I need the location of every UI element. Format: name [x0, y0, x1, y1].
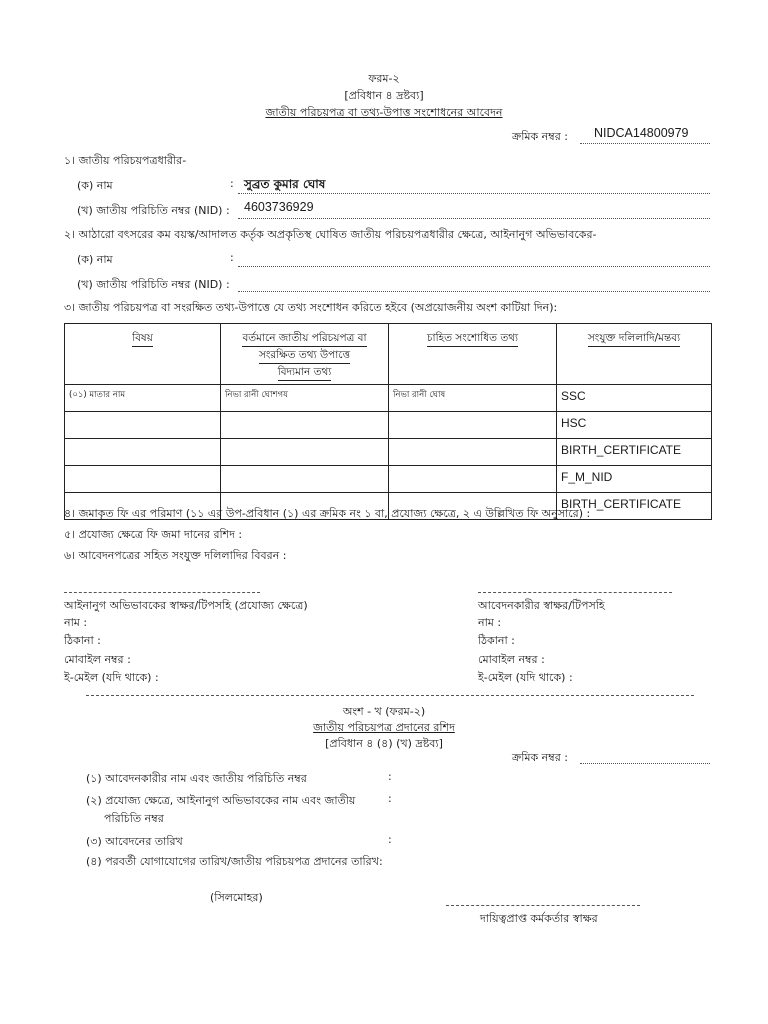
section4-text: ৪। জমাকৃত ফি এর পরিমাণ (১১ এর উপ-প্রবিধান (১) এর ক্রমিক নং ১ বা, প্রযোজ্য ক্ষেত্রে, ২ এ উল্লিখিত ফি অনুসারে) : — [64, 507, 591, 520]
applicant-name-field: নাম : — [478, 616, 502, 629]
cell-subject — [65, 412, 221, 439]
holder-nid-label: (খ) জাতীয় পরিচিতি নম্বর (NID) : — [77, 204, 230, 217]
cell-doc: BIRTH_CERTIFICATE — [557, 439, 712, 466]
cell-requested — [389, 466, 557, 493]
applicant-mobile-field: মোবাইল নম্বর : — [478, 653, 545, 666]
part-b-serial-dotted-line — [580, 763, 710, 764]
part-b-item-3: (৩) আবেদনের তারিখ — [86, 835, 183, 848]
cell-requested: নিভা রানী ঘোষ — [389, 385, 557, 412]
guardian-name-field: নাম : — [64, 616, 88, 629]
officer-signature-line — [446, 905, 640, 906]
part-b-item-1: (১) আবেদনকারীর নাম এবং জাতীয় পরিচিতি নম্বর — [86, 772, 307, 785]
holder-nid-value: 4603736929 — [244, 200, 314, 214]
cell-subject: (০১) মাতার নাম — [65, 385, 221, 412]
guardian-name-label: (ক) নাম — [77, 253, 113, 266]
col-attached-docs: সংযুক্ত দলিলাদি/মন্তব্য — [557, 324, 712, 385]
colon: : — [230, 251, 234, 264]
colon: : — [388, 833, 392, 846]
holder-name-label: (ক) নাম — [77, 179, 113, 192]
section6-text: ৬। আবেদনপত্রের সহিত সংযুক্ত দলিলাদির বিবরন : — [64, 549, 287, 562]
cell-doc: F_M_NID — [557, 466, 712, 493]
cell-subject — [65, 466, 221, 493]
part-b-title: জাতীয় পরিচয়পত্র প্রদানের রশিদ — [313, 721, 455, 734]
serial-dotted-line — [580, 143, 710, 144]
applicant-signature-title: আবেদনকারীর স্বাক্ষর/টিপসহি — [478, 599, 605, 612]
col-requested-info: চাহিত সংশোধিত তথ্য — [389, 324, 557, 385]
serial-label: ক্রমিক নম্বর : — [512, 130, 568, 143]
dotted-line — [238, 266, 710, 267]
holder-name-value: সুব্রত কুমার ঘোষ — [244, 177, 326, 191]
col-subject: বিষয় — [65, 324, 221, 385]
cell-current: নিভা রানী ঘোশগয — [221, 385, 389, 412]
part-b-item-2: (২) প্রযোজ্য ক্ষেত্রে, আইনানুগ অভিভাবকের নাম এবং জাতীয় — [86, 794, 356, 807]
guardian-signature-title: আইনানুগ অভিভাবকের স্বাক্ষর/টিপসহি (প্রযোজ্য ক্ষেত্রে) — [64, 599, 308, 612]
cell-current — [221, 439, 389, 466]
table-row — [65, 385, 712, 412]
section2-heading: ২। আঠারো বৎসরের কম বয়স্ক/আদালত কর্তৃক অপ্রকৃতিস্থ ঘোষিত জাতীয় পরিচয়পত্রধারীর ক্ষেত্রে, আইনানুগ অভিভাবকের- — [64, 228, 597, 241]
cell-doc: SSC — [557, 385, 712, 412]
cell-current — [221, 412, 389, 439]
correction-table — [64, 323, 712, 520]
rule-reference: [প্রবিধান ৪ দ্রষ্টব্য] — [344, 89, 424, 102]
cell-current — [221, 466, 389, 493]
cell-subject — [65, 439, 221, 466]
guardian-mobile-field: মোবাইল নম্বর : — [64, 653, 131, 666]
dotted-line — [238, 291, 710, 292]
applicant-signature-line — [478, 592, 672, 593]
serial-value: NIDCA14800979 — [594, 126, 689, 140]
section1-heading: ১। জাতীয় পরিচয়পত্রধারীর- — [64, 154, 187, 167]
colon: : — [388, 770, 392, 783]
part-b-item-2-cont: পরিচিতি নম্বর — [104, 812, 164, 825]
dotted-line — [238, 218, 710, 219]
section5-text: ৫। প্রযোজ্য ক্ষেত্রে ফি জমা দানের রশিদ : — [64, 528, 243, 541]
part-b-item-4: (৪) পরবর্তী যোগাযোগের তারিখ/জাতীয় পরিচয়পত্র প্রদানের তারিখ: — [86, 855, 383, 868]
cell-doc: BIRTH_CERTIFICATE — [557, 493, 712, 520]
table-row — [65, 466, 712, 493]
section3-heading: ৩। জাতীয় পরিচয়পত্র বা সংরক্ষিত তথ্য-উপাত্তে যে তথ্য সংশোধন করিতে হইবে (অপ্রয়োজনীয় অংশ কাটিয়া দিন): — [64, 301, 558, 314]
col-current-info: বর্তমানে জাতীয় পরিচয়পত্র বা সংরক্ষিত তথ্য উপাত্তে বিদ্যমান তথ্য — [221, 324, 389, 385]
applicant-email-field: ই-মেইল (যদি থাকে) : — [478, 671, 573, 684]
form-title: জাতীয় পরিচয়পত্র বা তথ্য-উপাত্ত সংশোধনের আবেদন — [265, 106, 503, 119]
guardian-nid-label: (খ) জাতীয় পরিচিতি নম্বর (NID) : — [77, 278, 230, 291]
table-row — [65, 412, 712, 439]
table-row — [65, 439, 712, 466]
cut-line — [86, 695, 694, 696]
guardian-signature-line — [64, 592, 260, 593]
guardian-email-field: ই-মেইল (যদি থাকে) : — [64, 671, 159, 684]
cell-requested — [389, 412, 557, 439]
part-b-rule-reference: [প্রবিধান ৪ (৪) (খ) দ্রষ্টব্য] — [325, 737, 443, 750]
colon: : — [388, 792, 392, 805]
colon: : — [230, 177, 234, 190]
cell-requested — [389, 439, 557, 466]
part-b-heading: অংশ - খ (ফরম-২) — [342, 705, 426, 718]
part-b-serial-label: ক্রমিক নম্বর : — [512, 751, 568, 764]
applicant-address-field: ঠিকানা : — [478, 634, 515, 647]
officer-signature-label: দায়িত্বপ্রাপ্ত কর্মকর্তার স্বাক্ষর — [480, 912, 598, 925]
cell-doc: HSC — [557, 412, 712, 439]
form-number: ফরম-২ — [368, 72, 400, 85]
dotted-line — [238, 193, 710, 194]
guardian-address-field: ঠিকানা : — [64, 634, 101, 647]
seal-label: (সিলমোহর) — [210, 891, 263, 904]
